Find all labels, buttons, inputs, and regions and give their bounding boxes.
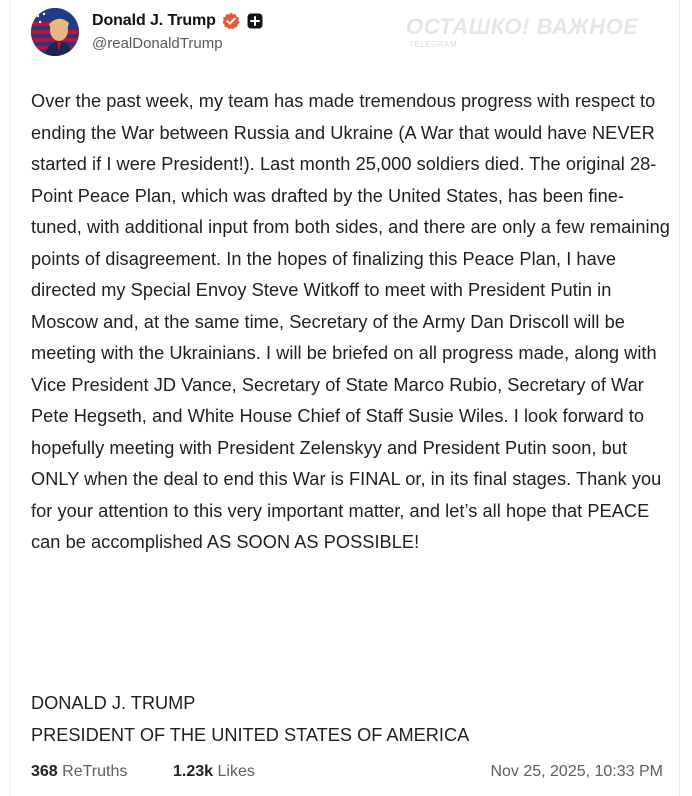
signature-name: DONALD J. TRUMP [31, 693, 196, 713]
author-name-row [92, 10, 264, 32]
verified-badge-icon [222, 12, 240, 30]
likes-count: 1.23k [173, 763, 214, 780]
author-handle[interactable]: @realDonaldTrump [92, 35, 223, 52]
author-display-name[interactable]: Donald J. Trump [92, 12, 216, 29]
retruths-stat[interactable] [31, 763, 127, 781]
watermark-text: ОСТАШКО! ВАЖНОЕ [406, 14, 639, 39]
post-timestamp[interactable]: Nov 25, 2025, 10:33 PM [490, 763, 663, 780]
avatar-image [31, 8, 79, 56]
avatar[interactable] [31, 8, 79, 56]
post-signature [31, 688, 469, 751]
post-card [10, 0, 680, 796]
watermark-subtext: TELEGRAM [409, 40, 458, 49]
post-body-text: Over the past week, my team has made tremendous progress with respect to ending the War between Russia and Ukraine (A War that would have NEVER started if I were President!). Last month 25,000 soldiers died. The original 28-Point Peace Plan, which was drafted by the United States, has been fine-tuned, with additional input from both sides, and there are only a few remaining points of disagreement. In the hopes of finalizing this Peace Plan, I have directed my Special Envoy Steve Witkoff to meet with President Putin in Moscow and, at the same time, Secretary of the Army Dan Driscoll will be meeting with the Ukrainians. I will be briefed on all progress made, along with Vice President JD Vance, Secretary of State Marco Rubio, Secretary of War Pete Hegseth, and White House Chief of Staff Susie Wiles. I look forward to hopefully meeting with President Zelenskyy and President Putin soon, but ONLY when the deal to end this War is FINAL or, in its final stages. Thank you for your attention to this very important matter, and let’s all hope that PEACE can be accomplished AS SOON AS POSSIBLE! [31, 91, 670, 552]
likes-stat[interactable] [173, 763, 255, 781]
retruths-count: 368 [31, 763, 58, 780]
post-footer [31, 760, 663, 786]
plus-badge-icon [246, 12, 264, 30]
post-header [11, 0, 679, 62]
retruths-label: ReTruths [62, 763, 128, 780]
likes-label: Likes [217, 763, 255, 780]
signature-title: PRESIDENT OF THE UNITED STATES OF AMERICA [31, 724, 470, 745]
